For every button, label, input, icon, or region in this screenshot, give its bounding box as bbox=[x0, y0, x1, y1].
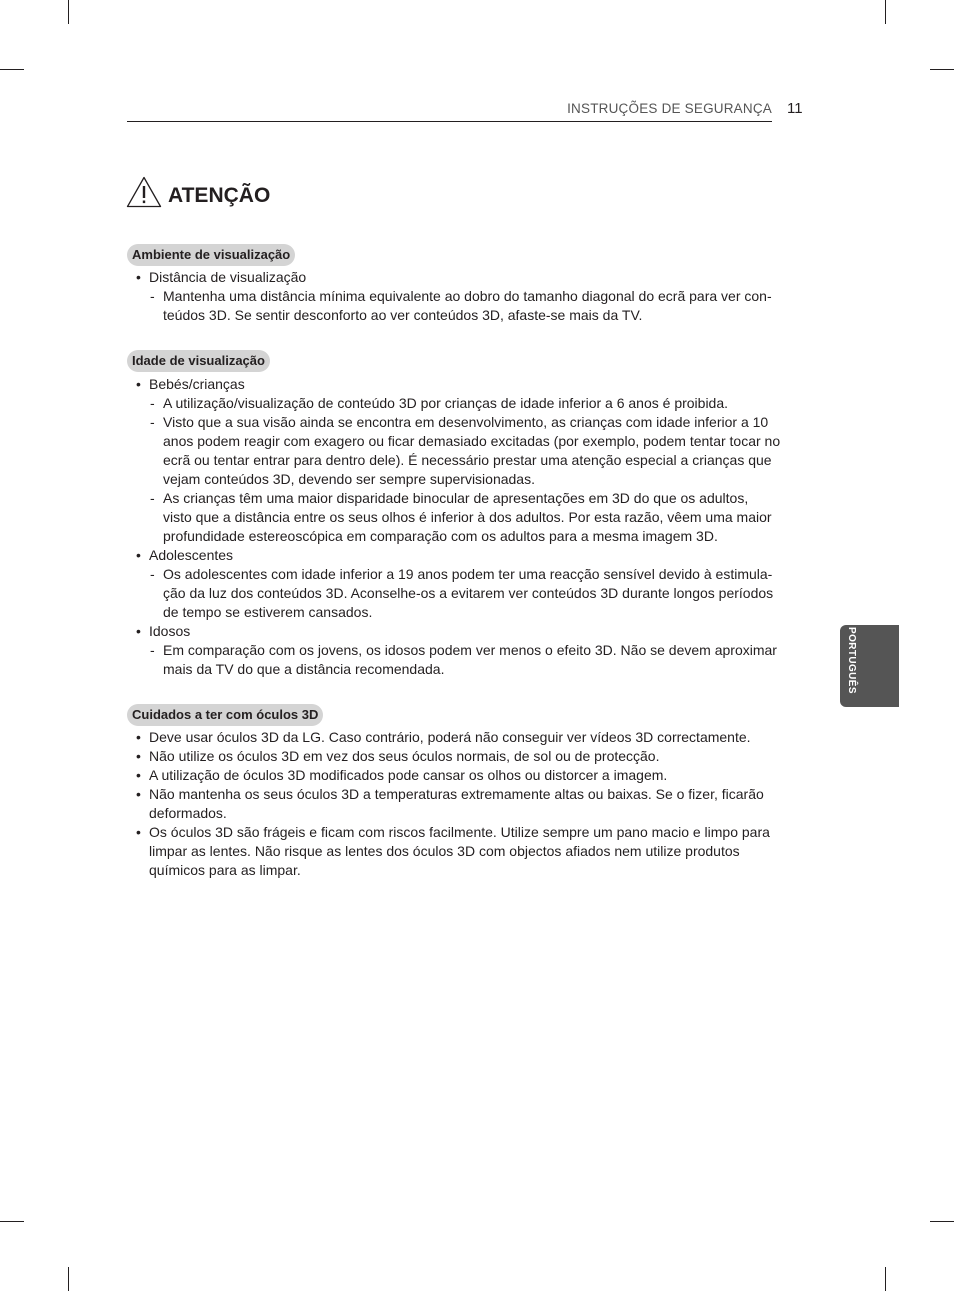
list-item: Idosos bbox=[149, 623, 191, 639]
bullet-marker: • bbox=[136, 748, 141, 764]
crop-mark bbox=[0, 1221, 24, 1222]
bullet-marker: • bbox=[136, 767, 141, 783]
list-item-line: As crianças têm uma maior disparidade binocular de apresentações em 3D do que os adultos, bbox=[163, 490, 749, 506]
crop-mark bbox=[885, 0, 886, 24]
dash-marker: - bbox=[150, 642, 155, 658]
bullet-marker: • bbox=[136, 376, 141, 392]
list-item-line: teúdos 3D. Se sentir desconforto ao ver conteúdos 3D, afaste-se mais da TV. bbox=[163, 307, 643, 323]
list-item-line: A utilização/visualização de conteúdo 3D por crianças de idade inferior a 6 anos é proibida. bbox=[163, 395, 729, 411]
crop-mark bbox=[68, 0, 69, 24]
list-item: Bebés/crianças bbox=[149, 376, 245, 392]
list-item-line: anos podem reagir com exagero ou ficar demasiado excitadas (por exemplo, podem tentar tocar no bbox=[163, 433, 781, 449]
crop-mark bbox=[68, 1267, 69, 1291]
list-item-line: limpar as lentes. Não risque as lentes dos óculos 3D com objectos afiados nem utilize produtos bbox=[149, 843, 740, 859]
list-item-line: ção da luz dos conteúdos 3D. Aconselhe-os a evitarem ver conteúdos 3D durante longos períodos bbox=[163, 585, 774, 601]
bullet-marker: • bbox=[136, 269, 141, 285]
bullet-marker: • bbox=[136, 824, 141, 840]
list-item-line: mais da TV do que a distância recomendada. bbox=[163, 661, 445, 677]
list-item-line: deformados. bbox=[149, 805, 227, 821]
dash-marker: - bbox=[150, 566, 155, 582]
list-item-line: ecrã ou tentar entrar para dentro dele). É necessário prestar uma atenção especial a crianças que bbox=[163, 452, 772, 468]
crop-mark bbox=[0, 69, 24, 70]
list-item: Distância de visualização bbox=[149, 269, 307, 285]
heading-text: ATENÇÃO bbox=[168, 184, 271, 207]
dash-marker: - bbox=[150, 414, 155, 430]
bullet-marker: • bbox=[136, 729, 141, 745]
header-rule bbox=[127, 121, 772, 122]
list-item-line: Os adolescentes com idade inferior a 19 anos podem ter uma reacção sensível devido à estimula- bbox=[163, 566, 773, 582]
dash-marker: - bbox=[150, 490, 155, 506]
list-item-line: vejam conteúdos 3D, devendo ser sempre supervisionadas. bbox=[163, 471, 535, 487]
list-item-line: de tempo se estiverem cansados. bbox=[163, 604, 373, 620]
section-label-3d-glasses-care: Cuidados a ter com óculos 3D bbox=[127, 704, 323, 726]
warning-triangle-icon bbox=[126, 176, 162, 208]
page-heading bbox=[126, 176, 270, 208]
list-item: A utilização de óculos 3D modificados pode cansar os olhos ou distorcer a imagem. bbox=[149, 767, 668, 783]
dash-marker: - bbox=[150, 288, 155, 304]
language-side-tab-label: PORTUGUÊS bbox=[846, 627, 857, 694]
list-item: Deve usar óculos 3D da LG. Caso contrário, poderá não conseguir ver vídeos 3D correctamente. bbox=[149, 729, 751, 745]
list-item-line: profundidade estereoscópica em comparação com os adultos para a mesma imagem 3D. bbox=[163, 528, 718, 544]
page-number: 11 bbox=[787, 100, 803, 117]
section-label-viewing-environment: Ambiente de visualização bbox=[127, 244, 295, 266]
header-title: INSTRUÇÕES DE SEGURANÇA bbox=[567, 101, 772, 116]
section-label-viewing-age: Idade de visualização bbox=[127, 350, 270, 372]
list-item: Não utilize os óculos 3D em vez dos seus óculos normais, de sol ou de protecção. bbox=[149, 748, 660, 764]
crop-mark bbox=[885, 1267, 886, 1291]
list-item-line: Mantenha uma distância mínima equivalente ao dobro do tamanho diagonal do ecrã para ver con- bbox=[163, 288, 772, 304]
crop-mark bbox=[930, 69, 954, 70]
list-item-line: Os óculos 3D são frágeis e ficam com riscos facilmente. Utilize sempre um pano macio e limpo para bbox=[149, 824, 770, 840]
bullet-marker: • bbox=[136, 786, 141, 802]
list-item: Adolescentes bbox=[149, 547, 234, 563]
list-item-line: químicos para as limpar. bbox=[149, 862, 301, 878]
bullet-marker: • bbox=[136, 623, 141, 639]
list-item-line: Em comparação com os jovens, os idosos podem ver menos o efeito 3D. Não se devem aproximar bbox=[163, 642, 777, 658]
list-item-line: Não mantenha os seus óculos 3D a temperaturas extremamente altas ou baixas. Se o fizer, ficarão bbox=[149, 786, 764, 802]
dash-marker: - bbox=[150, 395, 155, 411]
bullet-marker: • bbox=[136, 547, 141, 563]
list-item-line: visto que a distância entre os seus olhos é inferior à dos adultos. Por esta razão, vêem uma maior bbox=[163, 509, 772, 525]
list-item-line: Visto que a sua visão ainda se encontra em desenvolvimento, as crianças com idade inferior a 10 bbox=[163, 414, 769, 430]
crop-mark bbox=[930, 1221, 954, 1222]
